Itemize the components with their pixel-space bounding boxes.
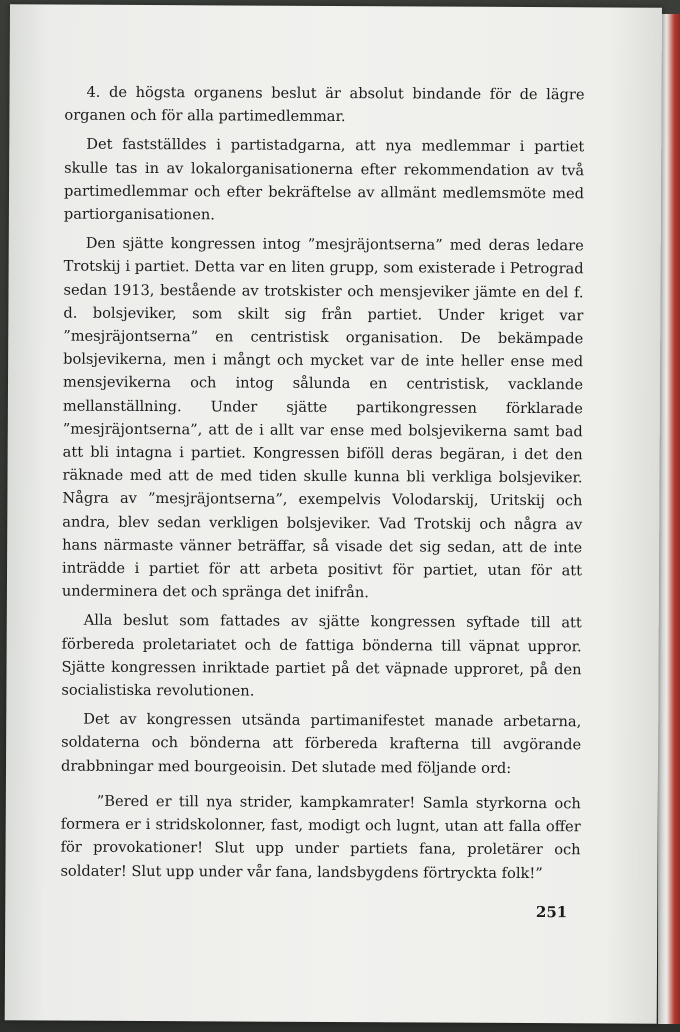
paragraph-congress-decisions: Alla beslut som fattades av sjätte kongressen syftade till att förbereda proletariatet och de fattiga bönderna till väpnat uppror. Sjätte kongressen inriktade partiet på det väpnade upproret, på den socialistiska revolutionen. <box>61 612 582 700</box>
paragraph-membership-rules: Det fastställdes i partistadgarna, att nya medlemmar i partiet skulle tas in av lokalorganisationerna efter rekommendation av två partimedlemmar och efter bekräftelse av allmänt medlemsmöte med partiorganisationen. <box>63 136 585 224</box>
paragraph-mezhraiontsy: Den sjätte kongressen intog ”mesjräjontserna” med deras ledare Trotskij i partiet. Detta var en liten grupp, som existerade i Petrograd sedan 1913, bestående av trotskister och mensjeviker jämte en del f. d. bolsjeviker, som skilt sig från partiet. Under kriget var ”mesjräjontserna” en centristisk organisation. De bekämpade bolsjevikerna, men i mångt och mycket var de inte heller ense med mensjevikerna och intog sålunda en centristisk, vacklande mellanställning. Under sjätte partikongressen förklarade ”mesjräjontserna”, att de i allt var ense med bolsjevikerna samt bad att bli intagna i partiet. Kongressen biföll deras begäran, i det den räknade med att de med tiden skulle kunna bli verkliga bolsjeviker. Några av ”mesjräjontserna”, exempelvis Volodarskij, Uritskij och andra, blev sedan verkligen bolsjeviker. Vad Trotskij och några av hans närmaste vänner beträffar, så visade det sig sedan, att de inte inträdde i partiet för att arbeta positivt för partiet, utan för att underminera det och spränga det inifrån. <box>61 234 584 602</box>
paragraph-party-manifesto: Det av kongressen utsända partimanifestet manade arbetarna, soldaterna och bönderna att förbereda krafterna till avgörande drabbningar med bourgeoisin. Det slutade med följande ord: <box>60 710 582 777</box>
book-cover-edge <box>658 14 680 1024</box>
page-number: 251 <box>535 903 568 922</box>
manifesto-quote: ”Bered er till nya strider, kampkamrater! Samla styrkorna och formera er i stridskolonner, fast, modigt och lugnt, utan att falla offer för provokationer! Slut upp under partiets fana, proletärer och soldater! Slut upp under vår fana, landsbygdens förtryckta folk!” <box>60 792 581 882</box>
book-page <box>5 4 662 1023</box>
page-body-text <box>60 81 584 885</box>
paragraph-party-rules-point-4: 4. de högsta organens beslut är absolut bindande för de lägre organen och för alla partimedlemmar. <box>64 83 585 126</box>
